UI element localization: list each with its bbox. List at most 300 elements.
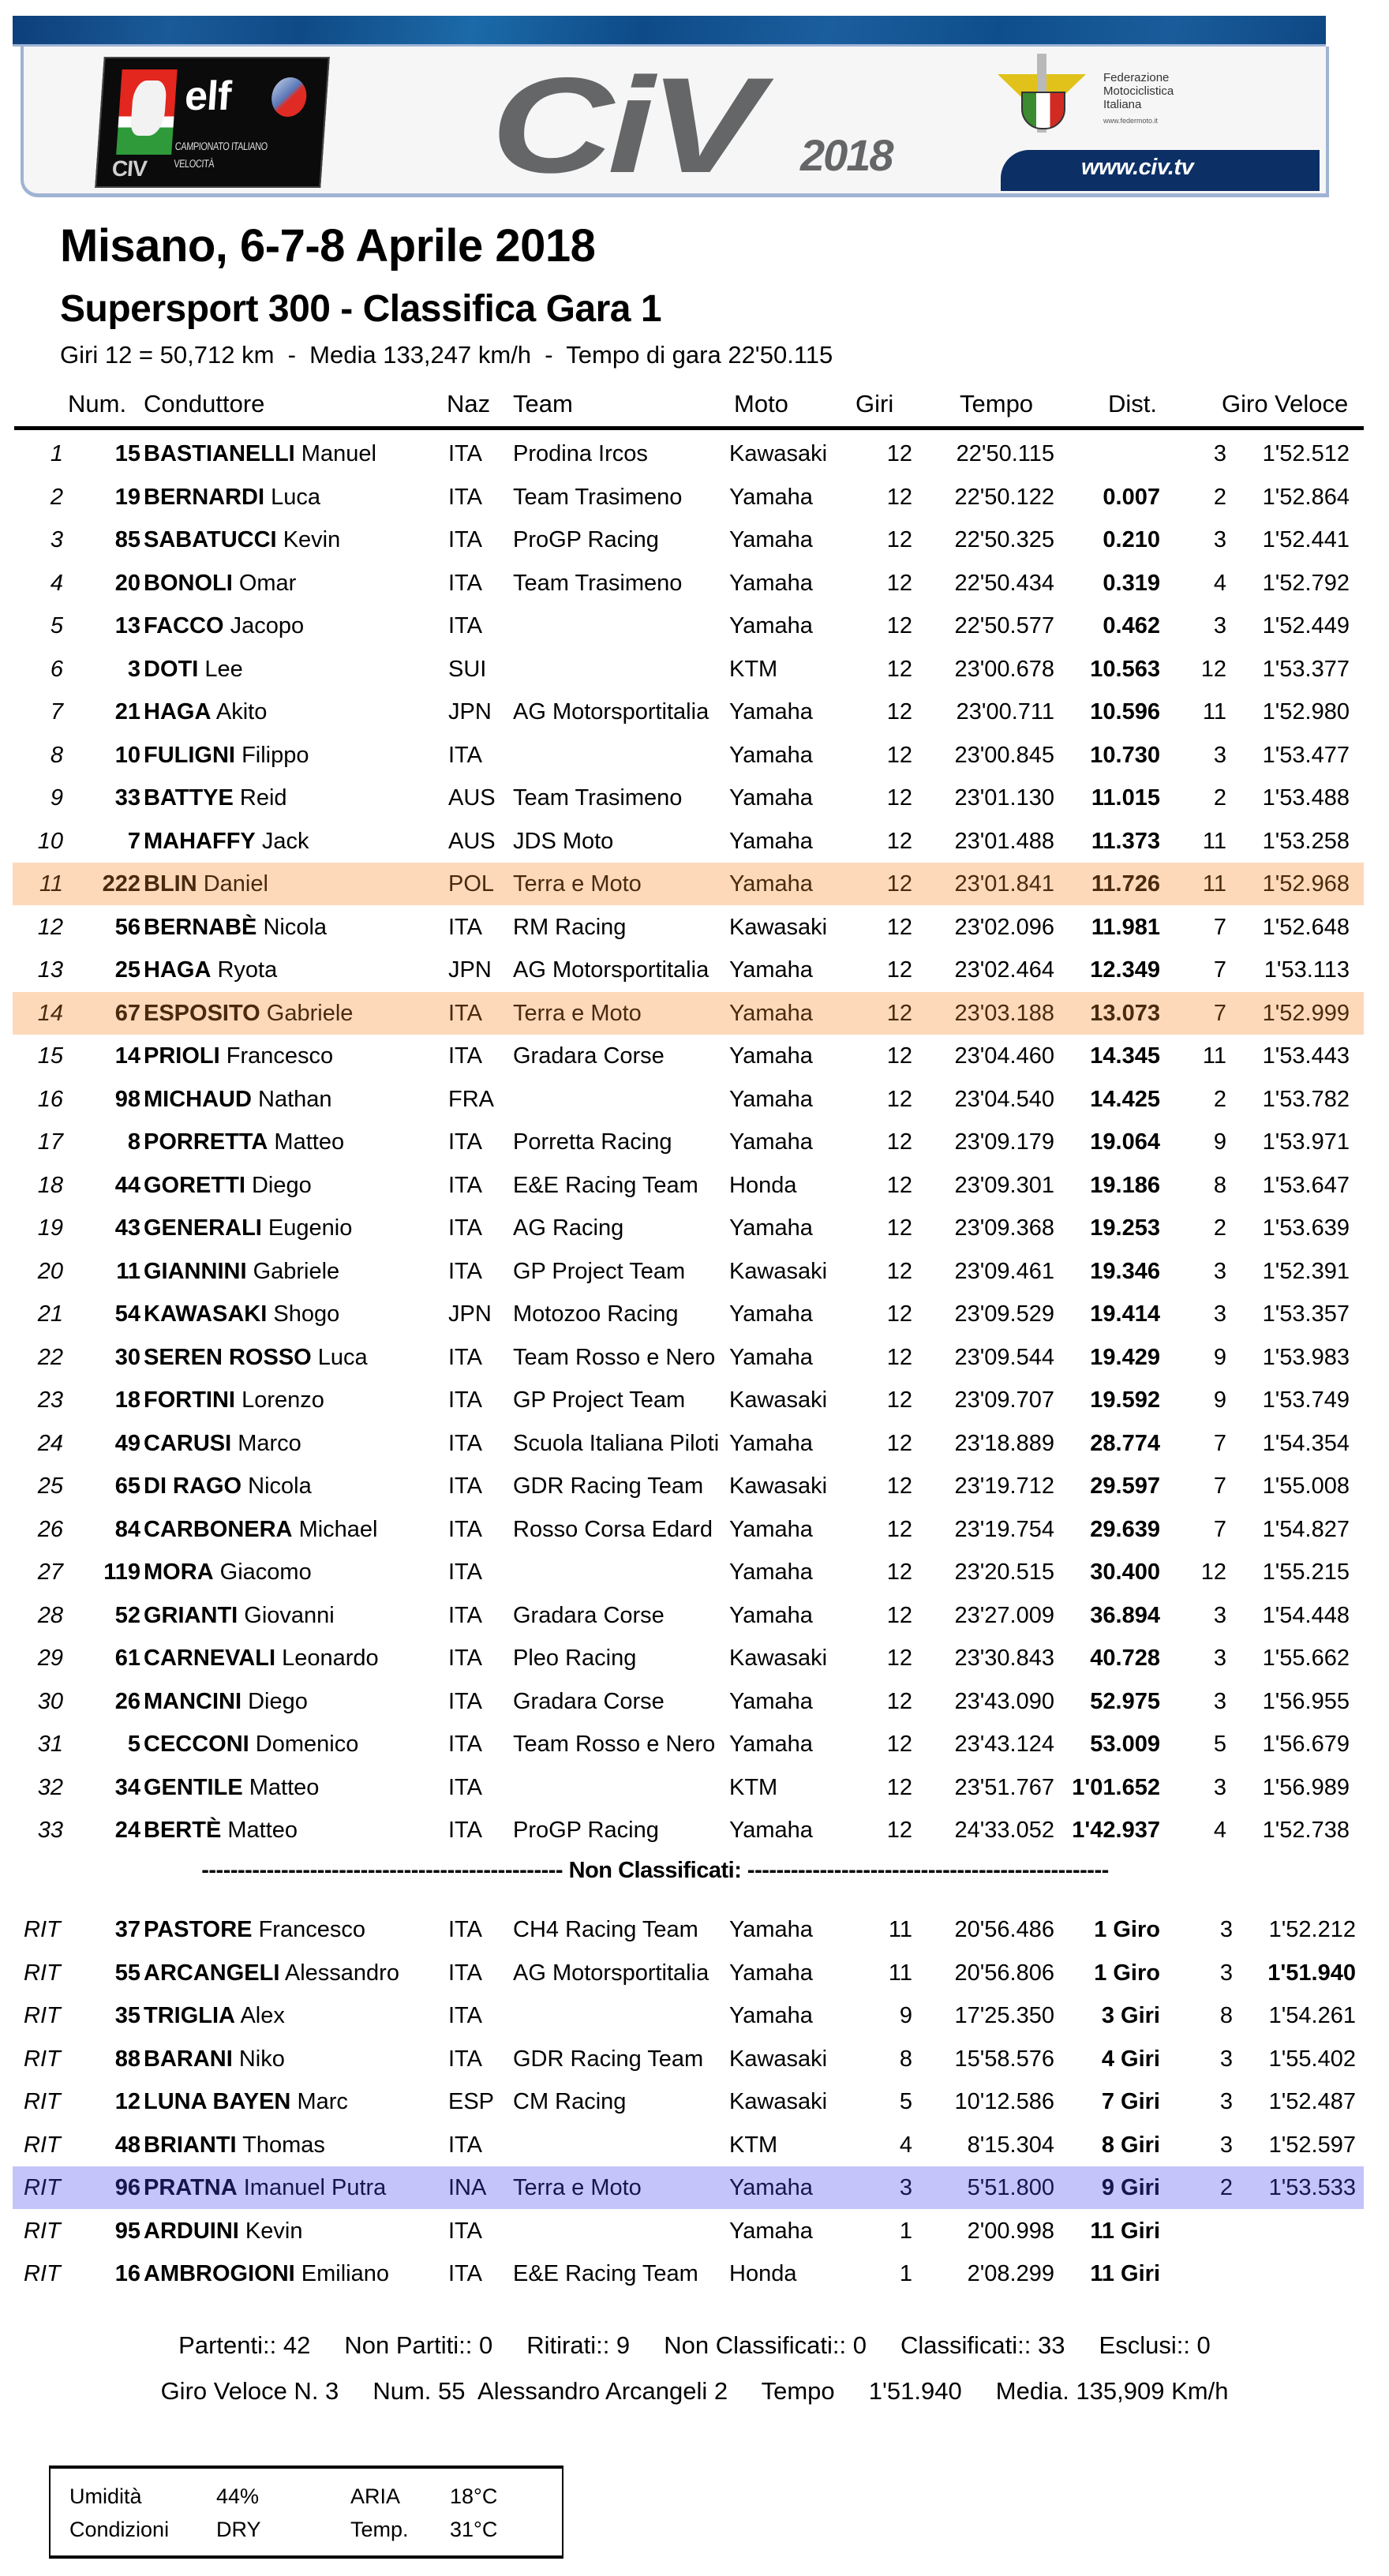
best-lap-number: 3 [1213, 1258, 1226, 1284]
race-number: 35 [114, 2003, 140, 2028]
race-number: 84 [114, 1516, 140, 1542]
gap: 11.981 [1091, 914, 1160, 940]
rider-firstname: Domenico [255, 1732, 359, 1757]
rider-name [144, 1473, 312, 1500]
nationality: ITA [448, 1473, 482, 1499]
table-row [13, 1422, 1364, 1465]
gap: 10.596 [1090, 699, 1160, 724]
team: Team Trasimeno [513, 570, 683, 596]
air-value: 18°C [450, 2484, 498, 2508]
best-lap-number: 7 [1213, 1516, 1226, 1542]
nationality: FRA [448, 1086, 494, 1112]
team: Gradara Corse [513, 1602, 665, 1628]
rider-name [144, 2046, 285, 2072]
best-lap-time: 1'52.597 [1268, 2132, 1356, 2158]
gap: 12.349 [1090, 957, 1160, 983]
position: RIT [24, 2089, 61, 2114]
table-row [13, 1379, 1364, 1421]
position: RIT [24, 2261, 61, 2286]
civ-mark: CIV [110, 156, 148, 181]
rider-name [144, 1387, 324, 1413]
bike: Yamaha [729, 1129, 813, 1155]
best-lap-time: 1'53.113 [1264, 957, 1350, 983]
best-lap-time: 1'52.738 [1262, 1818, 1350, 1843]
banner-band [13, 16, 1326, 47]
table-row [13, 1637, 1364, 1679]
rider-surname: DOTI [144, 656, 199, 682]
gap: 28.774 [1090, 1430, 1160, 1456]
rider-surname: HAGA [144, 699, 212, 724]
rider-firstname: Matteo [249, 1774, 320, 1800]
total-time: 23'01.841 [954, 871, 1054, 897]
laps: 12 [886, 1732, 912, 1757]
best-lap-number: 9 [1213, 1129, 1226, 1155]
rider-firstname: Diego [248, 1688, 308, 1714]
race-number: 26 [114, 1688, 140, 1714]
nationality: POL [448, 871, 495, 897]
rider-name [144, 2261, 389, 2287]
bike: Yamaha [729, 1086, 813, 1112]
race-number: 95 [114, 2218, 140, 2244]
table-row [13, 1723, 1364, 1765]
bike: Yamaha [729, 1430, 813, 1456]
best-lap-time: 1'52.487 [1268, 2089, 1356, 2114]
gap: 36.894 [1090, 1602, 1160, 1628]
position: 16 [37, 1086, 63, 1112]
bike: Yamaha [729, 1344, 813, 1370]
total-time: 23'01.130 [954, 785, 1054, 811]
gap: 30.400 [1090, 1559, 1160, 1585]
rider-surname: LUNA BAYEN [144, 2089, 291, 2114]
rider-name [144, 1043, 333, 1069]
laps: 12 [886, 1473, 912, 1499]
rider-surname: CARNEVALI [144, 1646, 276, 1671]
team: Terra e Moto [513, 871, 642, 897]
nationality: ITA [448, 1688, 482, 1714]
rider-firstname: Imanuel Putra [243, 2175, 387, 2200]
rider-firstname: Lorenzo [241, 1387, 324, 1413]
bike: Yamaha [729, 1688, 813, 1714]
total-time: 23'09.179 [954, 1129, 1054, 1155]
best-lap-time: 1'52.864 [1262, 484, 1350, 510]
rider-surname: DI RAGO [144, 1473, 242, 1499]
nationality: ITA [448, 1516, 482, 1542]
championship-label: CAMPIONATO ITALIANO VELOCITÀ [173, 140, 268, 170]
best-lap-time: 1'53.258 [1262, 828, 1350, 854]
position: 22 [37, 1344, 63, 1370]
laps: 12 [886, 914, 912, 940]
rider-firstname: Diego [251, 1172, 312, 1198]
race-number: 48 [114, 2132, 140, 2158]
laps: 11 [888, 1960, 912, 1986]
rider-firstname: Giovanni [244, 1602, 335, 1628]
gap: 29.597 [1090, 1473, 1160, 1499]
rider-firstname: Omar [238, 570, 297, 596]
rider-name [144, 1431, 301, 1457]
position: RIT [24, 1960, 61, 1986]
rider-name [144, 1689, 308, 1715]
gap: 19.592 [1090, 1387, 1160, 1413]
table-row [13, 1551, 1364, 1593]
best-lap-number: 3 [1213, 613, 1226, 638]
laps: 5 [899, 2089, 912, 2114]
best-lap-time: 1'53.357 [1262, 1301, 1350, 1327]
table-row [13, 1594, 1364, 1637]
team: ProGP Racing [513, 1818, 659, 1843]
laps: 12 [886, 1129, 912, 1155]
bike: Kawasaki [729, 1387, 828, 1413]
laps: 9 [899, 2003, 912, 2028]
rider-surname: ARCANGELI [144, 1960, 280, 1986]
team: Motozoo Racing [513, 1301, 679, 1327]
rider-name [144, 1960, 399, 1986]
best-lap-time: 1'55.008 [1262, 1473, 1350, 1499]
race-number: 3 [127, 656, 140, 682]
nationality: INA [448, 2175, 487, 2200]
race-number: 54 [114, 1301, 140, 1327]
table-row [13, 1952, 1364, 1994]
total-time: 23'02.096 [954, 914, 1054, 940]
nationality: ITA [448, 527, 482, 552]
position: 9 [50, 785, 63, 811]
best-lap-time: 1'53.488 [1262, 785, 1350, 811]
total-time: 23'43.124 [954, 1732, 1054, 1757]
laps: 12 [886, 1301, 912, 1327]
total-time: 23'09.529 [954, 1301, 1054, 1327]
bike: Yamaha [729, 2218, 813, 2244]
website-link[interactable]: www.civ.tv [1081, 155, 1194, 180]
best-lap-number: 7 [1213, 1430, 1226, 1456]
race-number: 25 [114, 957, 140, 983]
total-time: 23'09.544 [954, 1344, 1054, 1370]
rider-firstname: Filippo [241, 742, 309, 768]
race-number: 5 [127, 1732, 140, 1757]
rider-surname: PORRETTA [144, 1129, 268, 1155]
bike: Yamaha [729, 1301, 813, 1327]
race-number: 61 [114, 1646, 140, 1671]
table-row [13, 2124, 1364, 2166]
gap: 0.462 [1103, 613, 1160, 638]
rider-firstname: Niko [238, 2046, 285, 2072]
rider-firstname: Akito [215, 699, 268, 724]
table-row [13, 992, 1364, 1035]
position: RIT [24, 2046, 61, 2072]
nationality: ITA [448, 1818, 482, 1843]
best-lap-time: 1'55.402 [1268, 2046, 1356, 2072]
table-row [13, 949, 1364, 991]
rider-firstname: Marc [297, 2089, 348, 2114]
nationality: ITA [448, 441, 482, 466]
gap: 1 Giro [1094, 1960, 1160, 1986]
rider-name [144, 871, 268, 897]
best-lap-number: 5 [1213, 1732, 1226, 1757]
nationality: JPN [448, 1301, 492, 1327]
gap: 13.073 [1090, 1000, 1160, 1026]
bike: Yamaha [729, 2003, 813, 2028]
nationality: ITA [448, 1917, 482, 1942]
table-row [13, 432, 1364, 475]
nationality: ITA [448, 2132, 482, 2158]
rider-name [144, 485, 320, 511]
rider-firstname: Manuel [301, 441, 376, 466]
rider-name [144, 829, 309, 855]
total-time: 23'09.707 [954, 1387, 1054, 1413]
position: RIT [24, 1917, 61, 1942]
nationality: ITA [448, 613, 482, 638]
table-row [13, 1766, 1364, 1809]
table-row [13, 1293, 1364, 1335]
rider-surname: BASTIANELLI [144, 441, 295, 466]
table-row [13, 605, 1364, 647]
best-lap-number: 3 [1219, 1917, 1233, 1942]
best-lap-number: 7 [1213, 1000, 1226, 1026]
laps: 12 [886, 1344, 912, 1370]
race-stats: Partenti:: 42 Non Partiti:: 0 Ritirati:: 9 Non Classificati:: 0 Classificati:: 33 Esclusi:: 0 [178, 2331, 1211, 2359]
laps: 12 [886, 1086, 912, 1112]
weather-box [49, 2466, 563, 2559]
humidity-label: Umidità [69, 2484, 142, 2508]
position: 23 [37, 1387, 63, 1413]
bike: Yamaha [729, 613, 813, 638]
best-lap-time: 1'53.983 [1262, 1344, 1350, 1370]
position: 28 [37, 1602, 63, 1628]
best-lap-time: 1'52.980 [1262, 699, 1350, 724]
table-row [13, 1121, 1364, 1163]
total-time: 23'00.711 [956, 699, 1054, 724]
position: 14 [37, 1000, 63, 1026]
nationality: ITA [448, 2046, 482, 2072]
rider-surname: BONOLI [144, 570, 233, 596]
gap: 10.730 [1090, 742, 1160, 768]
best-lap-time: 1'54.827 [1262, 1516, 1350, 1542]
total-time: 23'09.301 [954, 1172, 1054, 1198]
best-lap-number: 2 [1213, 785, 1226, 811]
best-lap-number: 3 [1213, 527, 1226, 552]
laps: 1 [899, 2218, 912, 2244]
total-time: 24'33.052 [954, 1818, 1054, 1843]
total-time: 2'00.998 [967, 2218, 1054, 2244]
rider-firstname: Thomas [242, 2132, 325, 2158]
elf-globe-icon [270, 77, 307, 117]
results-table-header [0, 390, 1389, 425]
rider-firstname: Nathan [258, 1086, 332, 1112]
team: AG Motorsportitalia [513, 699, 709, 724]
rider-firstname: Francesco [226, 1043, 334, 1069]
best-lap-number: 3 [1213, 1774, 1226, 1800]
team: ProGP Racing [513, 527, 659, 552]
nationality: ITA [448, 1172, 482, 1198]
laps: 12 [886, 441, 912, 466]
bike: Yamaha [729, 742, 813, 768]
rider-surname: FORTINI [144, 1387, 235, 1413]
gap: 7 Giri [1101, 2089, 1160, 2114]
rider-name [144, 785, 287, 811]
rider-surname: FACCO [144, 613, 224, 638]
rider-name [144, 1917, 365, 1943]
best-lap-number: 3 [1219, 1960, 1233, 1986]
total-time: 23'00.845 [954, 742, 1054, 768]
gap: 19.429 [1090, 1344, 1160, 1370]
rider-name [144, 2089, 348, 2115]
table-row [13, 562, 1364, 605]
rider-name [144, 527, 340, 553]
race-number: 19 [114, 484, 140, 510]
rider-name [144, 1259, 339, 1285]
rider-surname: MICHAUD [144, 1086, 252, 1112]
table-row [13, 906, 1364, 949]
table-row [13, 1035, 1364, 1077]
rider-name [144, 1215, 352, 1241]
rider-name [144, 2132, 325, 2159]
position: RIT [24, 2132, 61, 2158]
rider-firstname: Lee [204, 656, 243, 682]
laps: 12 [886, 785, 912, 811]
laps: 12 [886, 1043, 912, 1069]
bike: Yamaha [729, 1917, 813, 1942]
col-gap: Dist. [1108, 390, 1157, 417]
team: CM Racing [513, 2089, 627, 2114]
rider-firstname: Luca [317, 1344, 368, 1370]
team: GDR Racing Team [513, 2046, 704, 2072]
rider-surname: MORA [144, 1559, 214, 1585]
conditions-label: Condizioni [69, 2518, 170, 2541]
race-number: 10 [114, 742, 140, 768]
rider-surname: BERNABÈ [144, 914, 257, 940]
rider-surname: SABATUCCI [144, 527, 277, 552]
rider-name [144, 1087, 332, 1113]
best-lap-time: 1'52.512 [1262, 441, 1350, 466]
position: 17 [37, 1129, 63, 1155]
best-lap-time: 1'55.662 [1262, 1646, 1350, 1671]
best-lap-number: 11 [1202, 1043, 1226, 1069]
best-lap-number: 2 [1219, 2175, 1233, 2200]
best-lap-time: 1'52.449 [1262, 613, 1350, 638]
bike: Honda [729, 2261, 797, 2286]
team: AG Racing [513, 1215, 624, 1241]
gap: 1'01.652 [1072, 1774, 1160, 1800]
bike: KTM [729, 656, 778, 682]
race-number: 15 [114, 441, 140, 466]
rider-firstname: Nicola [263, 914, 328, 940]
best-lap-time: 1'54.261 [1268, 2003, 1356, 2028]
rider-firstname: Leonardo [282, 1646, 379, 1671]
total-time: 22'50.115 [956, 441, 1054, 466]
laps: 3 [899, 2175, 912, 2200]
rider-firstname: Nicola [248, 1473, 312, 1499]
race-number: 13 [114, 613, 140, 638]
nationality: ITA [448, 1215, 482, 1241]
position: 4 [50, 570, 63, 596]
gap: 1'42.937 [1072, 1818, 1160, 1843]
position: 8 [50, 742, 63, 768]
gap: 0.319 [1103, 570, 1160, 596]
bike: Honda [729, 1172, 797, 1198]
fastest-lap-info: Giro Veloce N. 3 Num. 55 Alessandro Arcangeli 2 Tempo 1'51.940 Media. 135,909 Km/h [160, 2377, 1229, 2405]
laps: 12 [886, 1516, 912, 1542]
race-number: 7 [127, 828, 140, 854]
rider-surname: TRIGLIA [144, 2003, 235, 2028]
best-lap-time: 1'53.639 [1262, 1215, 1350, 1241]
nationality: ITA [448, 1387, 482, 1413]
rider-firstname: Alex [240, 2003, 285, 2028]
gap: 53.009 [1090, 1732, 1160, 1757]
col-laps: Giri [855, 390, 894, 417]
bike: Yamaha [729, 957, 813, 983]
rider-firstname: Emiliano [301, 2261, 389, 2286]
total-time: 8'15.304 [967, 2132, 1054, 2158]
team: Gradara Corse [513, 1688, 665, 1714]
rider-surname: PRATNA [144, 2175, 238, 2200]
col-num: Num. [68, 390, 127, 417]
best-lap-number: 3 [1219, 2132, 1233, 2158]
bike: Yamaha [729, 1818, 813, 1843]
race-number: 96 [114, 2175, 140, 2200]
position: 3 [50, 527, 63, 552]
conditions-value: DRY [216, 2518, 261, 2541]
rider-firstname: Reid [239, 785, 287, 811]
race-number: 11 [116, 1258, 140, 1284]
race-number: 37 [114, 1917, 140, 1942]
rider-name [144, 743, 309, 769]
rider-name [144, 1775, 319, 1801]
race-number: 55 [114, 1960, 140, 1986]
gap: 4 Giri [1101, 2046, 1160, 2072]
total-time: 23'19.712 [954, 1473, 1054, 1499]
rider-name [144, 1646, 379, 1672]
rider-firstname: Matteo [227, 1818, 298, 1843]
best-lap-number: 12 [1200, 656, 1226, 682]
best-lap-time: 1'56.679 [1262, 1732, 1350, 1757]
race-number: 30 [114, 1344, 140, 1370]
table-row [13, 777, 1364, 819]
civ-2018-logo [491, 50, 964, 201]
bike: Yamaha [729, 1000, 813, 1026]
team: GP Project Team [513, 1387, 686, 1413]
rider-firstname: Matteo [274, 1129, 345, 1155]
position: 11 [39, 871, 63, 897]
gap: 19.346 [1090, 1258, 1160, 1284]
rider-firstname: Jack [261, 828, 309, 854]
nationality: ITA [448, 742, 482, 768]
non-classified-separator: -------------------------------------------------- Non Classificati: -------------------------------------------------- [201, 1858, 1109, 1883]
total-time: 23'19.754 [954, 1516, 1054, 1542]
rider-firstname: Michael [298, 1516, 378, 1542]
elf-wordmark: elf [183, 73, 233, 119]
table-row [13, 734, 1364, 777]
best-lap-time: 1'52.792 [1262, 570, 1350, 596]
nationality: ITA [448, 1602, 482, 1628]
nationality: ITA [448, 2218, 482, 2244]
position: 13 [37, 957, 63, 983]
event-title: Misano, 6-7-8 Aprile 2018 [60, 220, 596, 271]
rider-name [144, 1001, 353, 1027]
position: 18 [37, 1172, 63, 1198]
federation-url: www.federmoto.it [1103, 117, 1159, 125]
table-row [13, 476, 1364, 519]
rider-surname: PRIOLI [144, 1043, 220, 1069]
bike: Yamaha [729, 527, 813, 552]
position: 1 [50, 441, 63, 466]
best-lap-number: 2 [1213, 1215, 1226, 1241]
race-number: 65 [114, 1473, 140, 1499]
table-row [13, 2252, 1364, 2295]
best-lap-time: 1'52.212 [1268, 1917, 1356, 1942]
best-lap-number: 8 [1213, 1172, 1226, 1198]
rider-name [144, 2218, 302, 2245]
table-row [13, 1207, 1364, 1249]
rider-surname: CARBONERA [144, 1516, 293, 1542]
rider-surname: PASTORE [144, 1917, 253, 1942]
